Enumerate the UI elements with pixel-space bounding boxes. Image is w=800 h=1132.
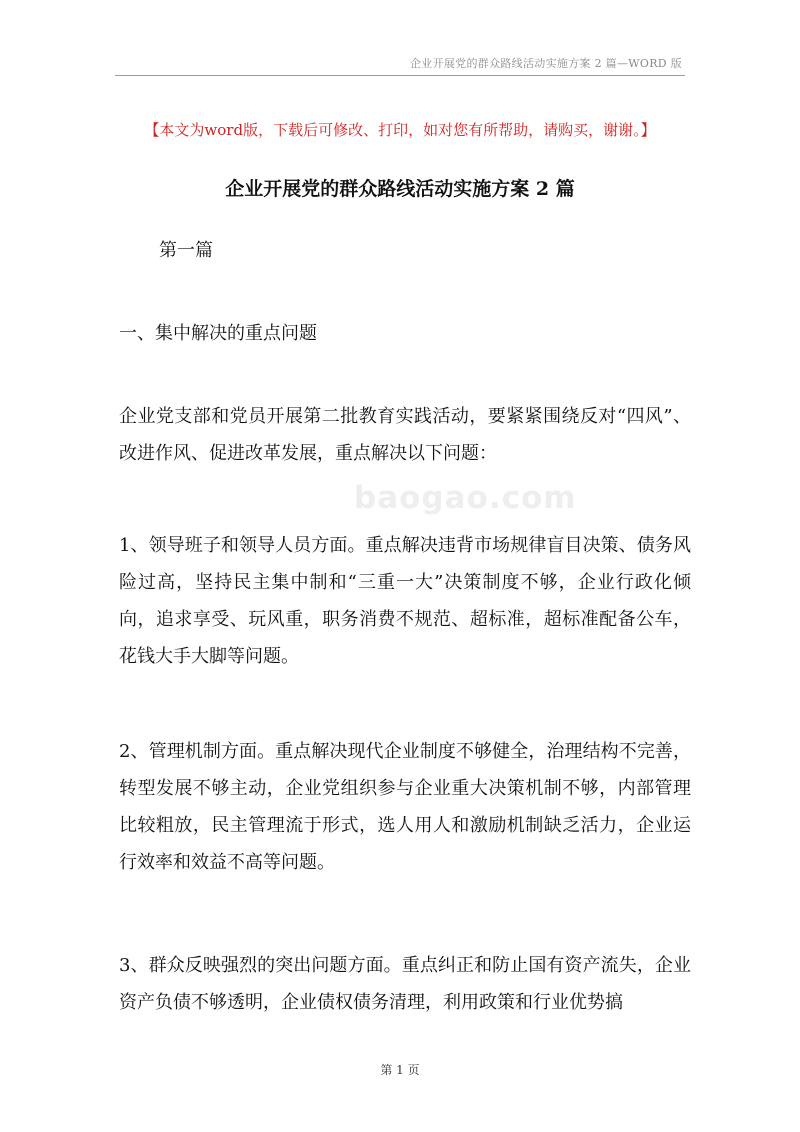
point-paragraph-2: 2、管理机制方面。重点解决现代企业制度不够健全，治理结构不完善，转型发展不够主动，企业党组织参与企业重大决策机制不够，内部管理比较粗放，民主管理流于形式，选人用人和激励机制缺乏活力，企业运行效率和效益不高等问题。 bbox=[119, 741, 691, 873]
header-divider bbox=[115, 75, 685, 76]
intro-paragraph: 企业党支部和党员开展第二批教育实践活动，要紧紧围绕反对“四风”、改进作风、促进改革发展，重点解决以下问题： bbox=[119, 406, 691, 464]
watermark: baogao.com bbox=[354, 480, 577, 516]
point-paragraph-1: 1、领导班子和领导人员方面。重点解决违背市场规律盲目决策、债务风险过高，坚持民主集中制和“三重一大”决策制度不够，企业行政化倾向，追求享受、玩风重，职务消费不规范、超标准，超标准配备公车，花钱大手大脚等问题。 bbox=[119, 535, 691, 667]
page-number: 第 1 页 bbox=[380, 1063, 420, 1077]
point-paragraph-3: 3、群众反映强烈的突出问题方面。重点纠正和防止国有资产流失，企业资产负债不够透明，企业债权债务清理，利用政策和行业优势搞 bbox=[119, 955, 691, 1013]
chapter-label: 第一篇 bbox=[159, 240, 213, 261]
document-title: 企业开展党的群众路线活动实施方案 2 篇 bbox=[225, 178, 575, 200]
section-heading: 一、集中解决的重点问题 bbox=[119, 323, 317, 344]
running-header: 企业开展党的群众路线活动实施方案 2 篇—WORD 版 bbox=[409, 57, 682, 70]
download-notice: 【本文为word版，下载后可修改、打印，如对您有所帮助，请购买，谢谢。】 bbox=[144, 121, 656, 139]
